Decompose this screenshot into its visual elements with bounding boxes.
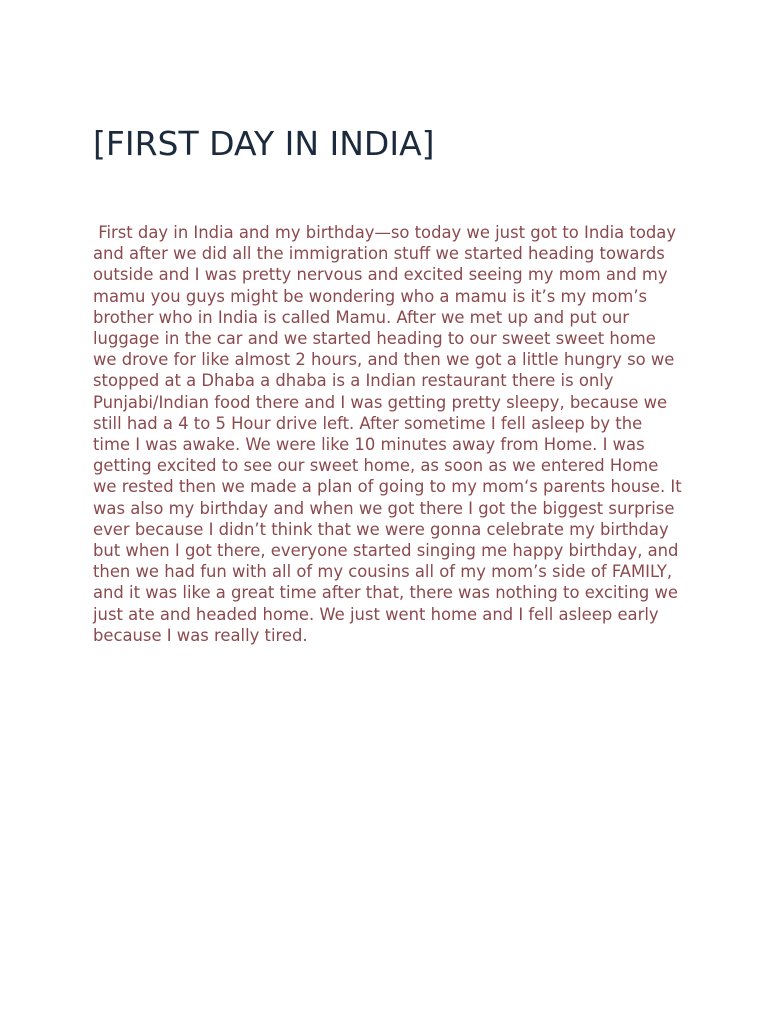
document-title: [FIRST DAY IN INDIA] <box>93 124 435 163</box>
document-body-paragraph: First day in India and my birthday—so today we just got to India today and after we did all the immigration stuff we started heading towards outside and I was pretty nervous and excited seeing my mom and my mamu you guys might be wondering who a mamu is it’s my mom’s brother who in India is called Mamu. After we met up and put our luggage in the car and we started heading to our sweet sweet home we drove for like almost 2 hours, and then we got a little hungry so we stopped at a Dhaba a dhaba is a Indian restaurant there is only Punjabi/Indian food there and I was getting pretty sleepy, because we still had a 4 to 5 Hour drive left. After sometime I fell asleep by the time I was awake. We were like 10 minutes away from Home. I was getting excited to see our sweet home, as soon as we entered Home we rested then we made a plan of going to my mom‘s parents house. It was also my birthday and when we got there I got the biggest surprise ever because I didn’t think that we were gonna celebrate my birthday but when I got there, everyone started singing me happy birthday, and then we had fun with all of my cousins all of my mom’s side of FAMILY, and it was like a great time after that, there was nothing to exciting we just ate and headed home. We just went home and I fell asleep early because I was really tired. <box>93 223 687 645</box>
